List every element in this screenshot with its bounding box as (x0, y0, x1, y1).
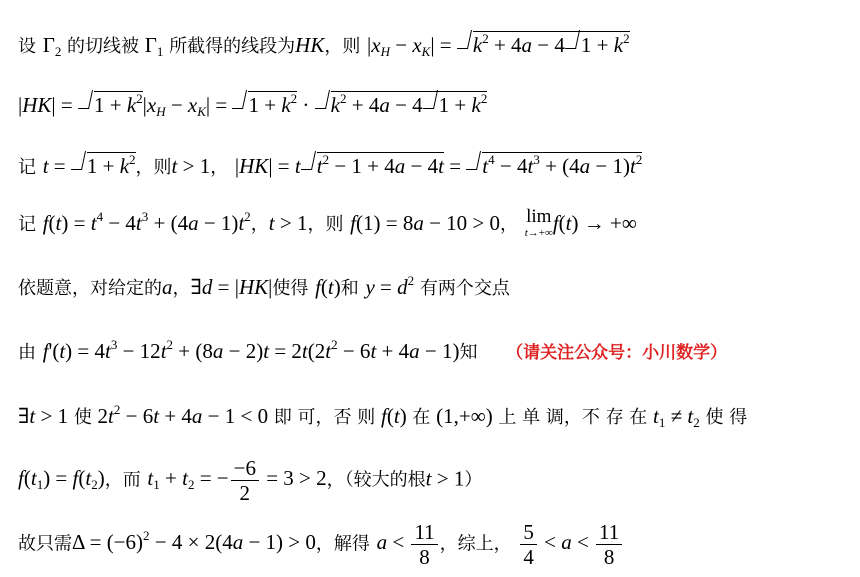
math-line-5: 依题意，对给定的a，∃d = |HK|使得 f(t)和 $y = d^2$ 有两个交点 (18, 273, 510, 299)
math-line-9: 故只需$\Delta = (-6)^2 - 4 \times 2(4a - 1) > 0$，解得 a < $\frac{11}{8}$ ，综上， $\frac{5}{4}$ < a < $\frac{11}{8}$ (18, 520, 852, 569)
promo-note: （请关注公众号：小川数学） (506, 343, 728, 363)
math-line-8: $f(t_1) = f(t_2)$，而 $t_1 + t_2$ = − $\frac{-6}{2}$ = 3 > 2，（较大的根t > 1） (18, 456, 483, 505)
math-line-1: 设 $\Gamma_2$ 的切线被 $\Gamma_1$ 所截得的线段为HK，则 $|x_H - x_K| = k^2 + 4a - 4$ $1 + k^2$ (18, 24, 852, 67)
math-line-3: 记 $t = 1 + k^2$，则t > 1， |HK| = t $t^2 - 1 + 4a - 4t = t^4 - 4t^3 + (4a - 1)t^2$ (18, 145, 852, 183)
math-line-4: 记 $f(t) = t^4 - 4t^3 + (4a - 1)t^2$，t > 1，则 f(1) = 8a − 10 > 0， lim t→+∞ f(t) → +∞ (18, 205, 637, 239)
math-line-2: $|HK| = 1 + k^2|x_H - x_K| = 1 + k^2 \cdot k^2 + 4a - 4$ $1 + k^2$ (18, 84, 852, 127)
math-line-7: ∃t > 1 使 $2t^2 - 6t + 4a - 1 < 0$ 即 可，否 则 f(t) 在 (1,+∞) 上 单 调，不 存 在 $t_1 \ne t_2$ 使 得 (18, 402, 748, 430)
math-line-6: 由 $f'(t) = 4t^3 - 12t^2 + (8a - 2)t = 2t(2t^2 - 6t + 4a - 1)$知 （请关注公众号：小川数学） (18, 337, 728, 363)
